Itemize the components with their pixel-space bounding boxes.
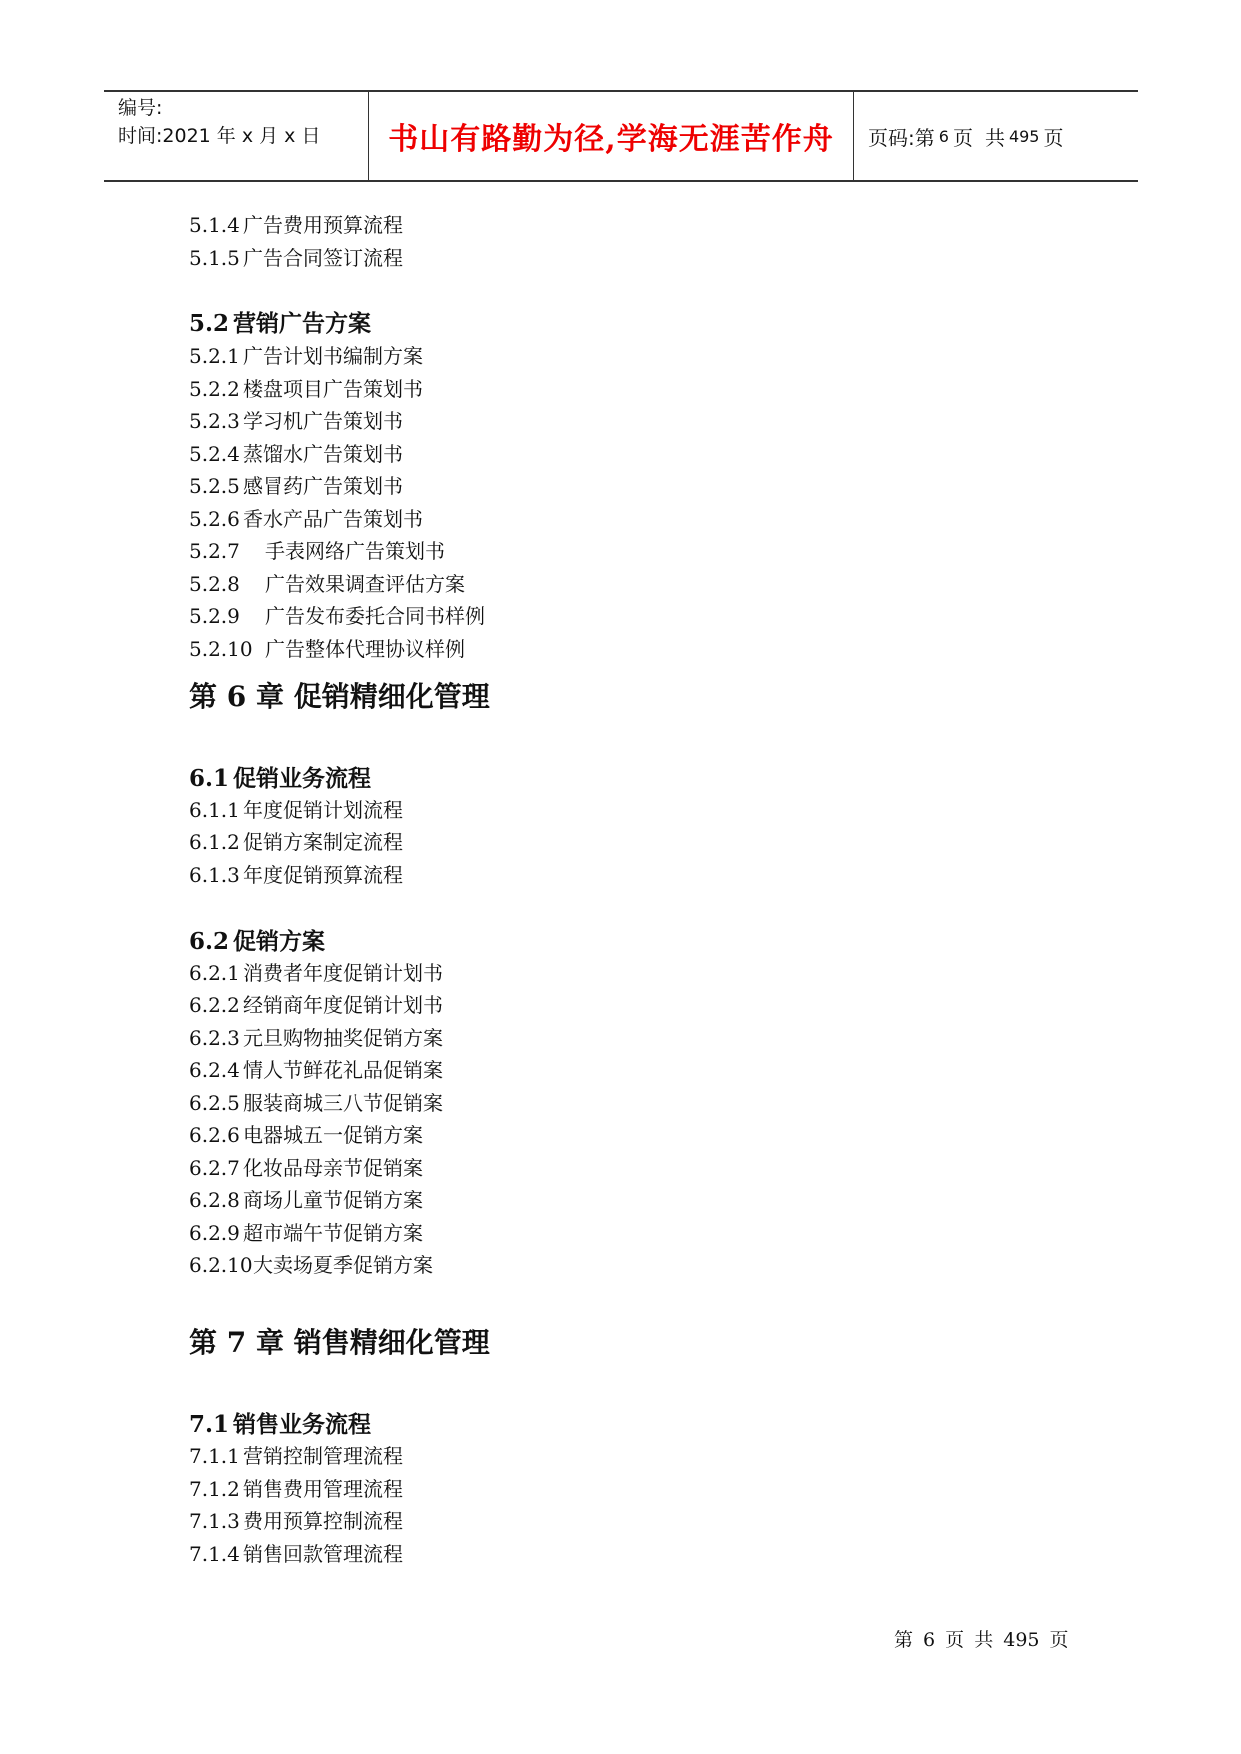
toc-item-title: 楼盘项目广告策划书 [243,377,423,401]
toc-item [189,1509,403,1533]
toc-item [189,1188,423,1212]
toc-item-number: 6.2.7 [189,1156,240,1180]
toc-item-title: 服装商城三八节促销案 [243,1091,443,1115]
toc-section-title: 营销广告方案 [233,310,371,337]
toc-section-title: 促销业务流程 [233,765,371,792]
page-number: 6 [938,126,949,146]
toc-item-number: 5.2.7 [189,539,240,563]
toc-item [189,1058,443,1082]
toc-item-number: 6.1.1 [189,798,240,822]
toc-item-title: 商场儿童节促销方案 [243,1188,423,1212]
toc-item-title: 学习机广告策划书 [243,409,403,433]
toc-item [189,539,445,563]
toc-item-title: 元旦购物抽奖促销方案 [243,1026,443,1050]
toc-item-number: 5.2.5 [189,474,240,498]
toc-item [189,409,403,433]
header-page-info [854,92,1138,180]
toc-section-number: 5.2 [189,310,230,337]
page-unit: 页 [952,125,973,150]
toc-item-number: 6.2.8 [189,1188,240,1212]
toc-item-number: 5.2.8 [189,572,240,596]
toc-item-title: 销售回款管理流程 [243,1542,403,1566]
total-label: 共 [984,125,1005,150]
toc-item [189,1542,403,1566]
toc-item [189,798,403,822]
toc-item-number: 6.2.3 [189,1026,240,1050]
toc-item [189,1477,403,1501]
total-pages: 495 [1008,126,1040,146]
toc-item-title: 广告效果调查评估方案 [265,572,465,596]
toc-item-title: 情人节鲜花礼品促销案 [243,1058,443,1082]
toc-item-number: 7.1.2 [189,1477,240,1501]
toc-item-number: 5.2.10 [189,637,253,661]
toc-item-number: 6.2.2 [189,993,240,1017]
toc-item [189,1253,433,1277]
toc-item-number: 6.1.3 [189,863,240,887]
toc-section-number: 7.1 [189,1411,230,1438]
toc-item-title: 销售费用管理流程 [243,1477,403,1501]
toc-item [189,213,403,237]
toc-item-number: 5.2.3 [189,409,240,433]
toc-section-number: 6.2 [189,928,230,955]
toc-section-title: 销售业务流程 [233,1411,371,1438]
toc-section-title: 促销方案 [233,928,325,955]
toc-item-title: 促销方案制定流程 [243,830,403,854]
toc-item-title: 年度促销计划流程 [243,798,403,822]
toc-item-number: 6.2.10 [189,1253,253,1277]
time-label: 时间:2021 年 x 月 x 日 [118,125,321,147]
header-motto-cell [369,92,854,180]
toc-item [189,246,403,270]
toc-item [189,507,423,531]
toc-item [189,863,403,887]
toc-item-number: 6.2.5 [189,1091,240,1115]
toc-item-title: 广告费用预算流程 [243,213,403,237]
toc-item-title: 年度促销预算流程 [243,863,403,887]
document-header [104,90,1138,182]
toc-item [189,344,423,368]
toc-item [189,1123,423,1147]
toc-item-title: 广告发布委托合同书样例 [265,604,485,628]
toc-item [189,993,443,1017]
toc-chapter-heading: 第 6 章 促销精细化管理 [189,680,490,713]
toc-item [189,1091,443,1115]
toc-item-title: 大卖场夏季促销方案 [253,1253,433,1277]
toc-item-title: 经销商年度促销计划书 [243,993,443,1017]
toc-item [189,1221,423,1245]
toc-item-number: 7.1.1 [189,1444,240,1468]
toc-item-number: 5.2.2 [189,377,240,401]
page-label: 页码:第 [868,125,935,150]
toc-item-title: 广告合同签订流程 [243,246,403,270]
toc-item [189,474,403,498]
total-unit: 页 [1043,125,1064,150]
toc-item-title: 电器城五一促销方案 [243,1123,423,1147]
toc-item-title: 超市端午节促销方案 [243,1221,423,1245]
toc-item-number: 5.1.4 [189,213,240,237]
toc-item-title: 手表网络广告策划书 [265,539,445,563]
toc-item [189,572,465,596]
serial-label: 编号: [118,97,163,119]
toc-item [189,604,485,628]
toc-item-number: 7.1.3 [189,1509,240,1533]
toc-item-title: 蒸馏水广告策划书 [243,442,403,466]
toc-item-number: 6.2.4 [189,1058,240,1082]
page-footer: 第 6 页 共 495 页 [894,1629,1069,1651]
toc-section [189,1411,371,1439]
toc-item-number: 6.1.2 [189,830,240,854]
toc-item-title: 广告计划书编制方案 [243,344,423,368]
toc-item-number: 5.2.6 [189,507,240,531]
toc-item [189,377,423,401]
toc-item-number: 5.1.5 [189,246,240,270]
toc-item-number: 5.2.4 [189,442,240,466]
toc-item-number: 6.2.9 [189,1221,240,1245]
toc-item [189,830,403,854]
toc-chapter-heading: 第 7 章 销售精细化管理 [189,1326,490,1359]
toc-item [189,961,443,985]
toc-section-number: 6.1 [189,765,230,792]
motto: 书山有路勤为径,学海无涯苦作舟 [388,122,834,157]
toc-item [189,1444,403,1468]
toc-item-number: 5.2.9 [189,604,240,628]
toc-section [189,928,325,956]
toc-item-title: 化妆品母亲节促销案 [243,1156,423,1180]
toc-item-title: 消费者年度促销计划书 [243,961,443,985]
toc-item-title: 营销控制管理流程 [243,1444,403,1468]
toc-item [189,442,403,466]
toc-item-title: 感冒药广告策划书 [243,474,403,498]
toc-item-title: 费用预算控制流程 [243,1509,403,1533]
toc-item [189,637,465,661]
toc-section [189,310,371,338]
toc-item-number: 6.2.6 [189,1123,240,1147]
toc-item-number: 5.2.1 [189,344,240,368]
toc-section [189,765,371,793]
toc-item [189,1026,443,1050]
toc-item-title: 广告整体代理协议样例 [265,637,465,661]
toc-item-number: 7.1.4 [189,1542,240,1566]
toc-item [189,1156,423,1180]
header-meta [104,92,369,180]
toc-item-number: 6.2.1 [189,961,240,985]
toc-item-title: 香水产品广告策划书 [243,507,423,531]
